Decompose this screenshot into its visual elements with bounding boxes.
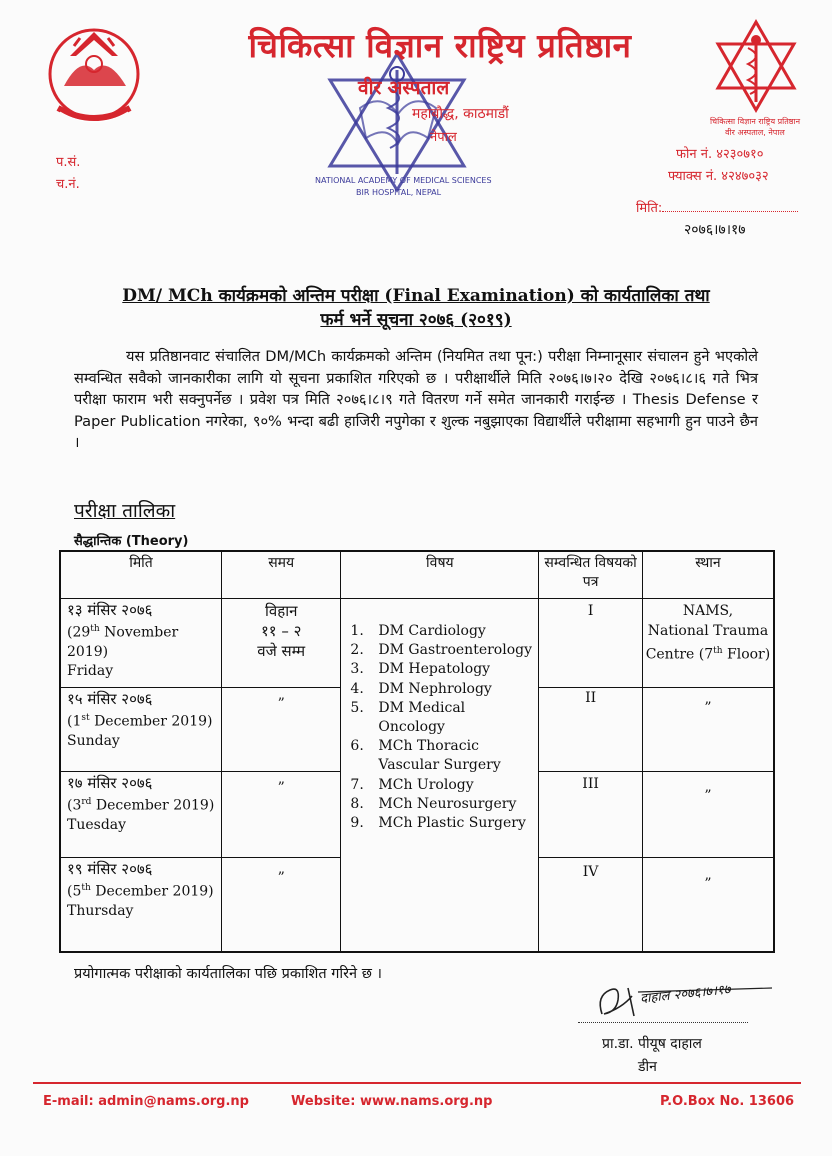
list-item [350,680,537,699]
seal-text-line2: BIR HOSPITAL, NEPAL [356,188,442,197]
subject-name: MCh Thoracic Vascular Surgery [378,738,501,774]
day-name: Thursday [67,902,134,919]
nepal-emblem-logo [40,16,148,128]
hospital-name: वीर अस्पताल [358,77,450,99]
date-english-pre: (29 [67,624,91,641]
date-english-post: December 2019) [89,713,213,730]
col-header-venue: स्थान [642,551,774,599]
ref-cn-label: च.नं. [56,177,80,192]
date-english-post: December 2019) [91,797,215,814]
subject-number: 1. [350,623,364,639]
list-item [350,776,537,795]
date-english [67,879,215,902]
subject-number: 4. [350,680,364,697]
subject-number: 8. [350,795,364,812]
row-time: ” [222,772,341,858]
row-date [60,858,222,952]
date-english-post: November 2019) [67,624,179,660]
col-header-paper: सम्वन्धित विषयको पत्र [539,551,643,599]
exam-schedule-table [59,550,775,953]
subject-name: DM Medical Oncology [378,699,466,736]
subject-number: 5. [350,699,364,716]
date-english-post: December 2019) [90,883,214,900]
row-venue: ” [642,772,774,858]
date-dotted-line [662,211,798,212]
row-date [60,688,222,772]
subject-number: 6. [350,738,364,755]
venue-line3-pre: Centre (7 [645,646,714,663]
date-english-pre: (3 [67,797,82,814]
time-line2: ११ – २ [260,622,302,640]
row-venue: ” [642,858,774,952]
list-item [350,737,537,775]
row-time: ” [222,688,341,772]
seal-text-line1: NATIONAL ACADEMY OF MEDICAL SCIENCES [315,176,492,185]
date-nepali: १७ मंसिर २०७६ [67,774,153,792]
date-nepali: १५ मंसिर २०७६ [67,690,153,708]
schedule-heading: परीक्षा तालिका [74,500,176,522]
row-date [60,599,222,688]
table-header-row [60,551,774,599]
list-item [350,795,537,814]
list-item [350,814,537,833]
subject-name: MCh Neurosurgery [378,795,517,812]
signer-name: प्रा.डा. पीयूष दाहाल [602,1036,702,1052]
footer-email[interactable]: E-mail: admin@nams.org.np [43,1094,249,1109]
subject-list-cell [341,599,539,952]
list-item [350,641,537,660]
date-english [67,709,215,732]
row-time: ” [222,858,341,952]
ref-ps-label: प.सं. [56,155,81,170]
footer-website[interactable]: Website: www.nams.org.np [291,1094,493,1109]
nams-logo [714,18,798,114]
venue-line3-post: Floor) [722,646,771,663]
signer-title: डीन [638,1059,657,1075]
list-item [350,622,537,641]
date-english-pre: (5 [67,883,82,900]
date-english-sup: th [90,624,100,634]
date-english-pre: (1 [67,713,82,730]
date-english [67,793,215,816]
col-header-date: मिति [60,551,222,599]
time-line1: विहान [265,602,298,620]
row-paper: II [539,688,643,772]
subject-number: 3. [350,661,364,678]
day-name: Tuesday [67,816,127,833]
row-paper: III [539,772,643,858]
subject-name: DM Nephrology [378,680,492,697]
institution-title: चिकित्सा विज्ञान राष्ट्रिय प्रतिष्ठान [248,26,632,65]
day-name: Friday [67,662,114,679]
footer-pobox: P.O.Box No. 13606 [660,1094,795,1109]
subject-name: MCh Plastic Surgery [378,815,526,832]
subject-name: DM Gastroenterology [378,642,533,659]
date-english [67,620,215,662]
signature-handwriting: दाहाल २०७६।७।१७ [639,982,732,1007]
hospital-country: नेपाल [430,130,457,145]
date-english-sup: st [81,713,90,723]
date-label: मिति: [636,201,663,216]
subject-list [350,622,537,833]
date-nepali: १३ मंसिर २०७६ [67,601,153,619]
venue-line3-sup: th [713,646,723,656]
date-english-sup: th [81,883,91,893]
date-value: २०७६।७।१७ [684,222,746,238]
day-name: Sunday [67,732,120,749]
list-item [350,699,537,737]
subject-number: 7. [350,776,364,793]
subject-name: DM Cardiology [378,623,486,639]
subject-number: 9. [350,815,364,832]
list-item [350,660,537,679]
notice-title-line2: फर्म भर्ने सूचना २०७६ (२०१९) [320,310,512,330]
notice-paragraph: यस प्रतिष्ठानवाट संचालित DM/MCh कार्यक्रमको अन्तिम (नियमित तथा पून:) परीक्षा निम्नानूसार संचालन हुने भएकोले सम्वन्धित सवैको जानकारीका लागि यो सूचना प्रकाशित गरिएको छ । परीक्षार्थीले मिति २०७६।७।२० देखि २०७६।८।६ गते भित्र परीक्षा फाराम भरी सक्नुपर्नेछ । प्रवेश पत्र मिति २०७६।८।९ गते वितरण गर्ने समेत जानकारी गराईन्छ । Thesis Defense र Paper Publication नगरेका, ९०% भन्दा बढी हाजिरी नपुगेका र शुल्क नबुझाएका विद्यार्थीले परीक्षामा सहभागी हुन पाउने छैन । [74,348,758,451]
row-time [222,599,341,688]
date-nepali: १९ मंसिर २०७६ [67,860,153,878]
row-date [60,772,222,858]
notice-title-line1: DM/ MCh कार्यक्रमको अन्तिम परीक्षा (Final Examination) को कार्यतालिका तथा [122,286,710,306]
row-paper: IV [539,858,643,952]
row-paper: I [539,599,643,688]
row-venue [642,599,774,688]
footer-divider [33,1082,801,1084]
table-row [60,599,774,688]
row-venue: ” [642,688,774,772]
phone-number: फोन नं. ४२३०७१० [676,147,764,162]
practical-exam-note: प्रयोगात्मक परीक्षाको कार्यतालिका पछि प्रकाशित गरिने छ । [74,966,382,982]
col-header-time: समय [222,551,341,599]
subject-name: DM Hepatology [378,661,491,678]
hospital-location: महाबौद्ध, काठमाडौं [412,106,509,122]
venue-line1: NAMS, [682,603,734,619]
schedule-subheading: सैद्धान्तिक (Theory) [74,534,189,549]
venue-line2: National Trauma [647,623,769,639]
subject-name: MCh Urology [378,776,474,793]
time-line3: वजे सम्म [257,642,306,660]
subject-number: 2. [350,642,364,659]
nams-logo-caption: चिकित्सा विज्ञान राष्ट्रिय प्रतिष्ठान वीर अस्पताल, नेपाल [709,117,801,137]
date-english-sup: rd [81,797,92,807]
venue-line3 [644,641,772,665]
fax-number: फ्याक्स नं. ४२४७०३२ [668,169,769,184]
signature-dotted-line [578,1022,748,1023]
col-header-subject: विषय [341,551,539,599]
